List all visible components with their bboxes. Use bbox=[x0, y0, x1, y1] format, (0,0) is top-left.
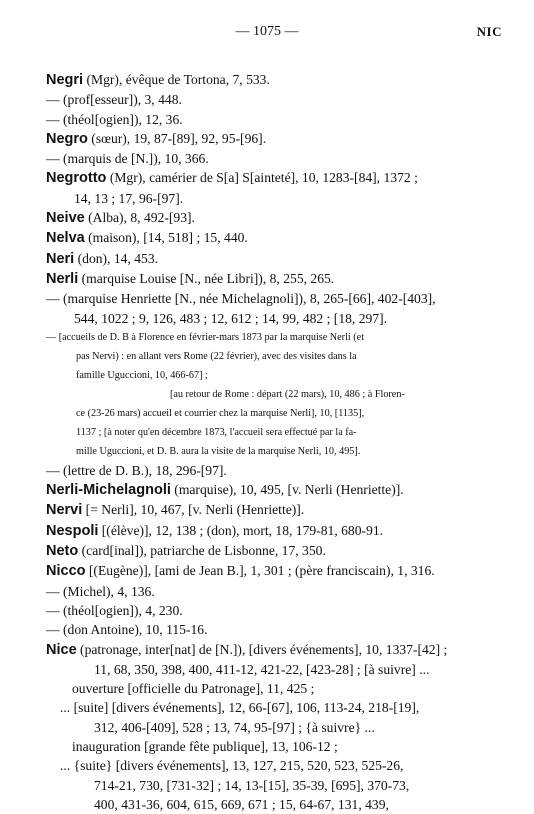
page-header bbox=[0, 24, 534, 44]
index-line: ... [suite] [divers événements], 12, 66-[67], 106, 113-24, 218-[19], bbox=[60, 700, 420, 716]
index-line: ouverture [officielle du Patronage], 11, 425 ; bbox=[72, 681, 315, 697]
index-line: 1137 ; [à noter qu'en décembre 1873, l'accueil sera effectué par la fa- bbox=[76, 426, 357, 438]
index-line: Nervi [= Nerli], 10, 467, [v. Nerli (Henriette)]. bbox=[46, 502, 305, 519]
index-line: — (Michel), 4, 136. bbox=[46, 583, 155, 599]
index-line: [au retour de Rome : départ (22 mars), 10, 486 ; à Floren- bbox=[170, 388, 405, 400]
index-line: Negri (Mgr), évêque de Tortona, 7, 533. bbox=[46, 72, 270, 88]
index-line: Negro (sœur), 19, 87-[89], 92, 95-[96]. bbox=[46, 130, 267, 147]
index-line: 714-21, 730, [731-32] ; 14, 13-[15], 35-39, [695], 370-73, bbox=[94, 777, 410, 793]
index-line: — (lettre de D. B.), 18, 296-[97]. bbox=[46, 462, 227, 478]
index-line: — (théol[ogien]), 4, 230. bbox=[46, 602, 183, 618]
index-line: famille Uguccioni, 10, 466-67] ; bbox=[76, 369, 208, 381]
index-line: — (théol[ogien]), 12, 36. bbox=[46, 111, 183, 127]
index-line: 400, 431-36, 604, 615, 669, 671 ; 15, 64-67, 131, 439, bbox=[94, 796, 389, 812]
index-line: Neive (Alba), 8, 492-[93]. bbox=[46, 210, 195, 227]
index-line: — (marquis de [N.]), 10, 366. bbox=[46, 151, 209, 167]
index-line: pas Nervi) : en allant vers Rome (22 février), avec des visites dans la bbox=[76, 350, 357, 362]
index-line: Nerli (marquise Louise [N., née Libri]), 8, 255, 265. bbox=[46, 270, 335, 287]
index-line: Nelva (maison), [14, 518] ; 15, 440. bbox=[46, 230, 248, 247]
running-head: NIC bbox=[476, 24, 502, 39]
index-entries bbox=[46, 70, 506, 814]
index-line: ... {suite} [divers événements], 13, 127, 215, 520, 523, 525-26, bbox=[60, 758, 404, 774]
index-line: — (don Antoine), 10, 115-16. bbox=[46, 622, 208, 638]
index-line: ce (23-26 mars) accueil et courrier chez la marquise Nerli], 10, [1135], bbox=[76, 407, 365, 419]
index-line: Nice (patronage, inter[nat] de [N.]), [divers événements], 10, 1337-[42] ; bbox=[46, 641, 448, 658]
index-line: Neto (card[inal]), patriarche de Lisbonne, 17, 350. bbox=[46, 543, 326, 560]
page-number: — 1075 — bbox=[235, 24, 299, 39]
index-line: inauguration [grande fête publique], 13, 106-12 ; bbox=[72, 739, 338, 755]
index-line: Nespoli [(élève)], 12, 138 ; (don), mort, 18, 179-81, 680-91. bbox=[46, 522, 384, 539]
index-line: 14, 13 ; 17, 96-[97]. bbox=[74, 190, 184, 206]
index-line: Neri (don), 14, 453. bbox=[46, 250, 159, 267]
index-line: 11, 68, 350, 398, 400, 411-12, 421-22, [423-28] ; [à suivre] ... bbox=[94, 661, 430, 677]
index-line: — [accueils de D. B à Florence en février-mars 1873 par la marquise Nerli (et bbox=[46, 331, 365, 343]
index-line: 544, 1022 ; 9, 126, 483 ; 12, 612 ; 14, 99, 482 ; [18, 297]. bbox=[74, 310, 388, 326]
index-line: Nerli-Michelagnoli (marquise), 10, 495, [v. Nerli (Henriette)]. bbox=[46, 482, 404, 499]
index-line: Nicco [(Eugène)], [ami de Jean B.], 1, 301 ; (père franciscain), 1, 316. bbox=[46, 563, 435, 580]
index-line: mille Uguccioni, et D. B. aura la visite de la marquise Nerli, 10, 495]. bbox=[76, 445, 361, 457]
index-line: Negrotto (Mgr), camérier de S[a] S[ainteté], 10, 1283-[84], 1372 ; bbox=[46, 170, 418, 187]
index-line: 312, 406-[409], 528 ; 13, 74, 95-[97] ; {à suivre} ... bbox=[94, 719, 375, 735]
index-line: — (marquise Henriette [N., née Michelagnoli]), 8, 265-[66], 402-[403], bbox=[46, 291, 436, 307]
index-line: — (prof[esseur]), 3, 448. bbox=[46, 92, 182, 108]
